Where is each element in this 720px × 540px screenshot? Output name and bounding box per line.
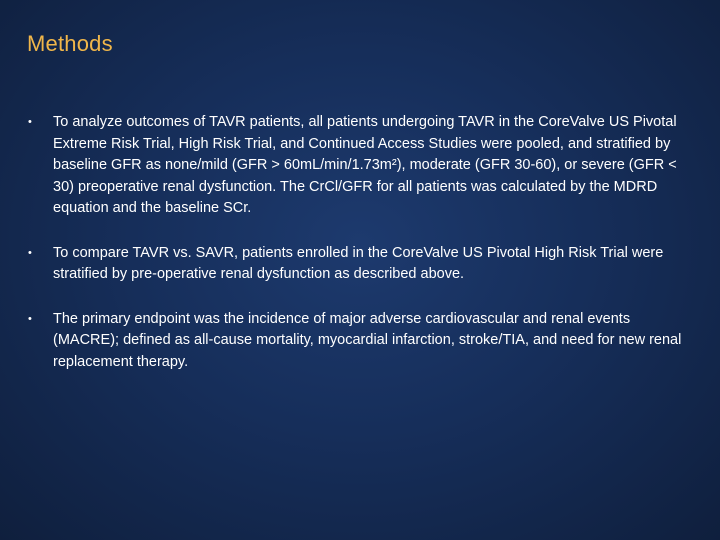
bullet-text: To compare TAVR vs. SAVR, patients enrolled in the CoreValve US Pivotal High Risk Trial were stratified by pre-operative renal dysfunction as described above. [53,244,664,282]
bullet-text: To analyze outcomes of TAVR patients, all patients undergoing TAVR in the CoreValve US Pivotal Extreme Risk Trial, High Risk Trial, and Continued Access Studies were pooled, and stratified by baseline GFR as none/mild (GFR > 60mL/min/1.73m²), moderate (GFR 30-60), or severe (GFR < 30) preoperative renal dysfunction. The CrCl/GFR for all patients was calculated by the MDRD equation and the baseline SCr. [53,114,677,216]
bullet-text: The primary endpoint was the incidence of major adverse cardiovascular and renal events (MACRE); defined as all-cause mortality, myocardial infarction, stroke/TIA, and need for new renal replacement therapy. [53,310,682,370]
bullet-item [28,112,698,220]
slide-title: Methods [27,31,113,56]
bullet-dot-icon: • [28,116,32,128]
bullet-dot-icon: • [28,312,32,325]
bullet-item [28,243,698,286]
bullet-dot-icon: • [28,246,32,259]
bullet-item [28,309,698,374]
bullet-list [28,112,698,373]
